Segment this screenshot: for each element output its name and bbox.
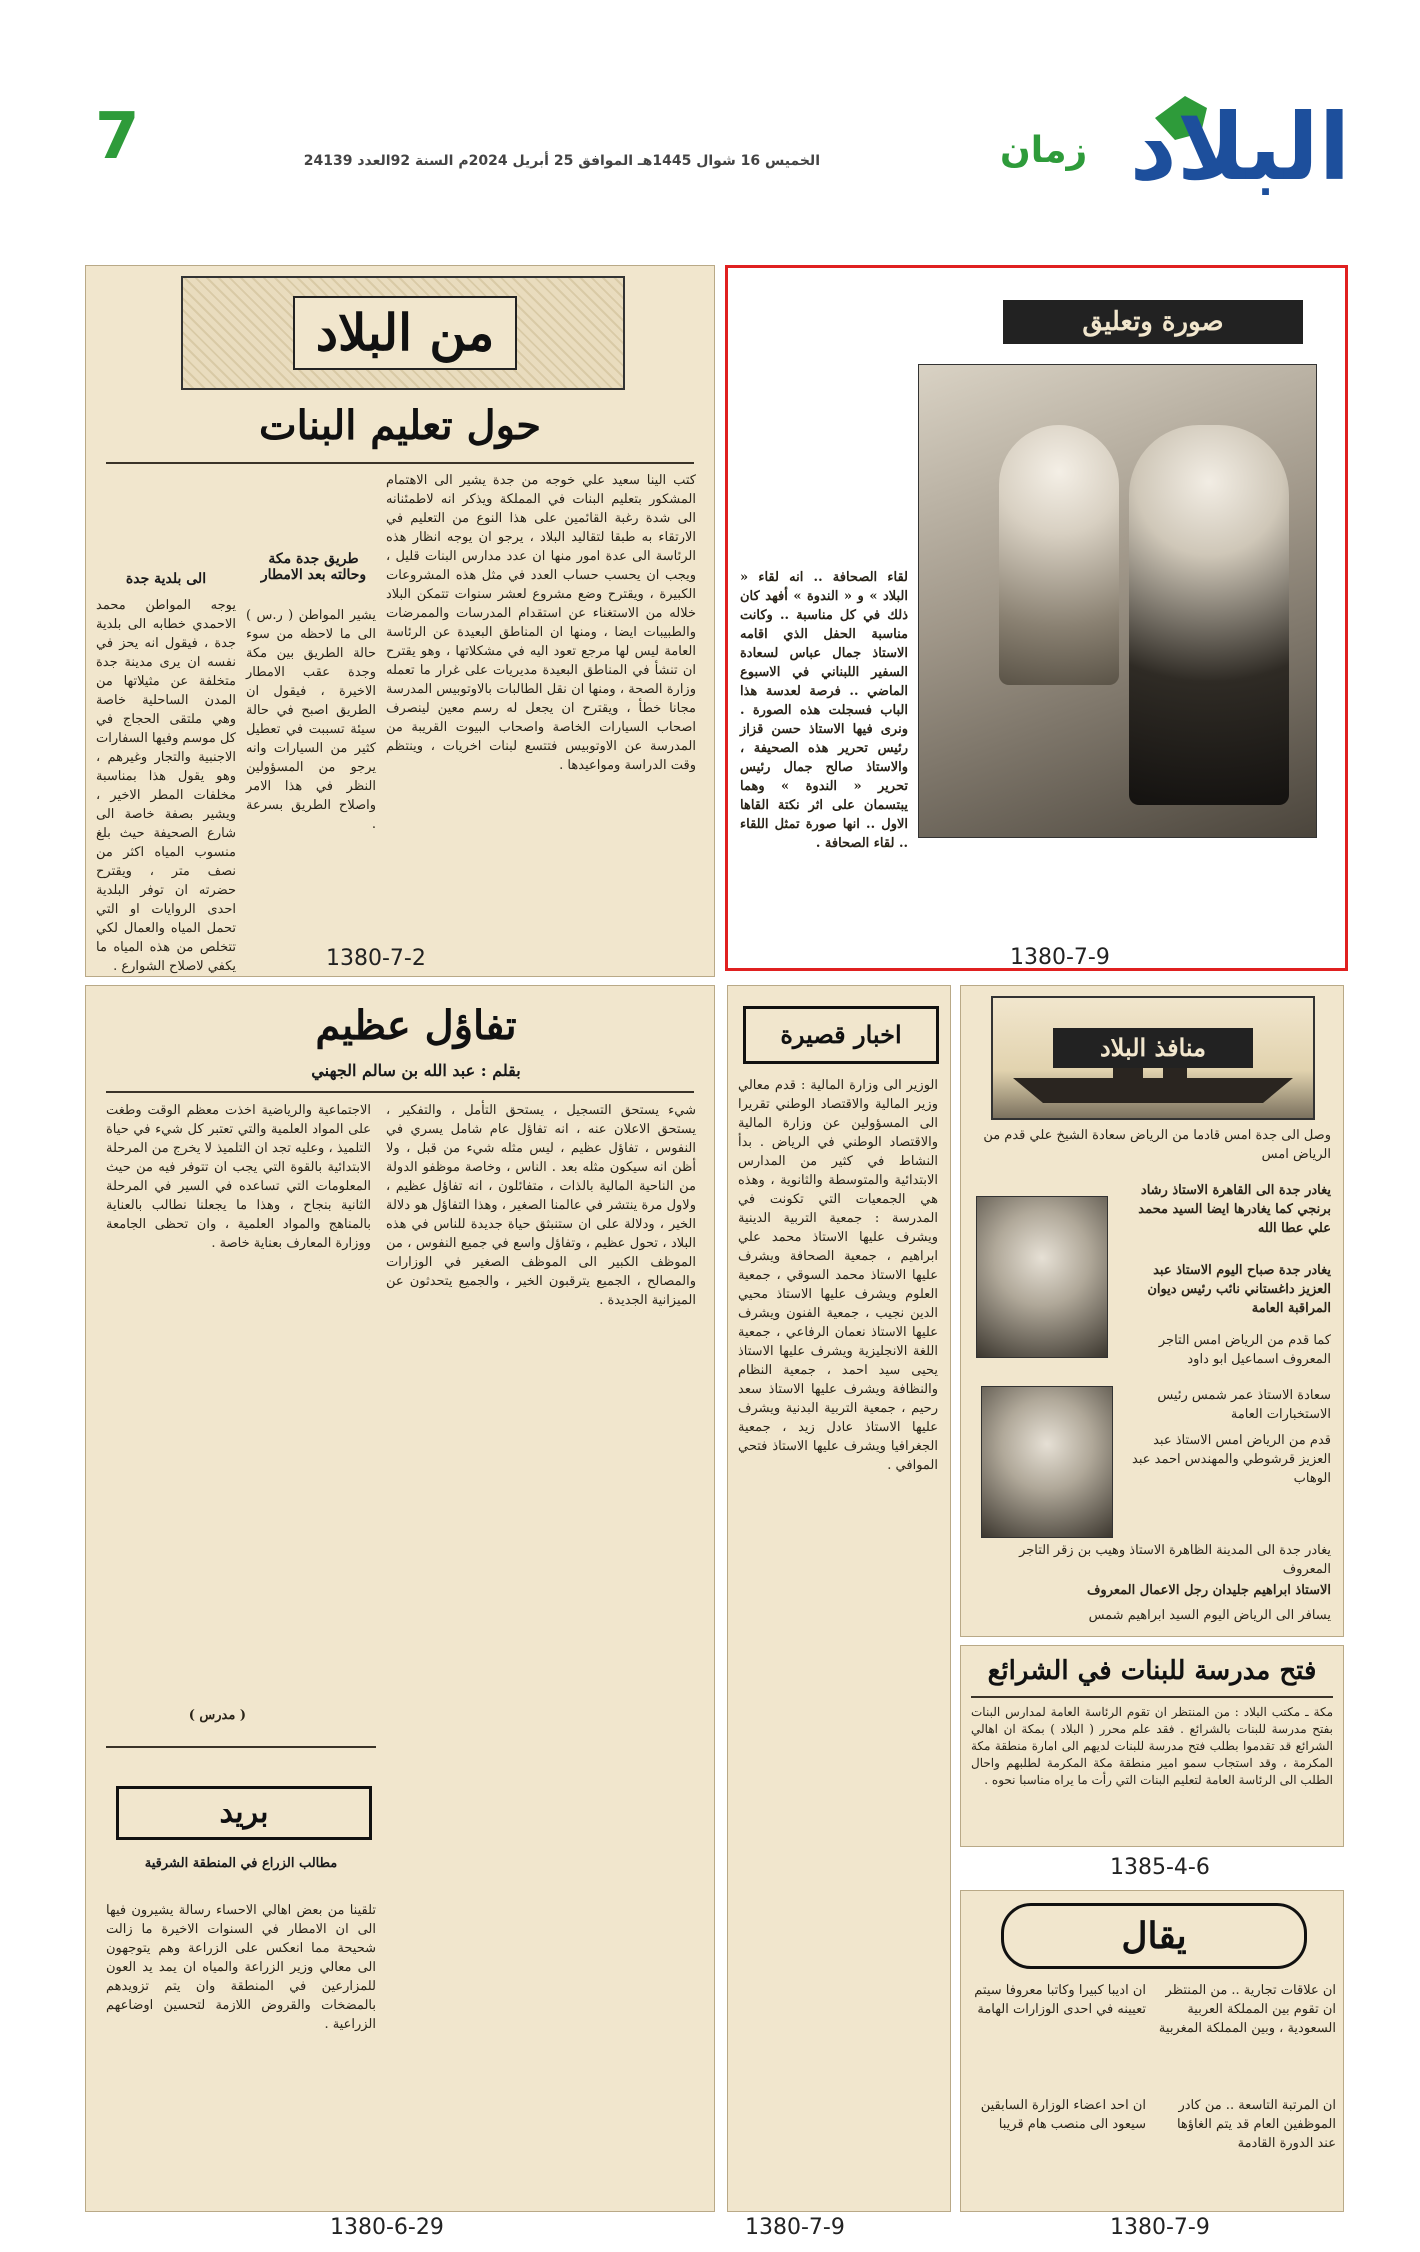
ports-banner-illustration [991,996,1315,1120]
clip-ports [960,985,1344,1637]
clip-sharaie-school [960,1645,1344,1847]
logo-text: البلاد [1129,94,1351,201]
title-rule [106,462,694,464]
ports-item: يسافر الى الرياض اليوم السيد ابراهيم شمس [1088,1608,1331,1623]
photo-caption: لقاء الصحافة .. انه لقاء « البلاد » و « الندوة » أفهد كان ذلك في كل مناسبة .. وكانت مناسبة الحفل الذي اقامه الاستاذ جمال عباس لسعادة السفير اللبناني في الاسبوع الماضي .. فرصة لعدسة هذا الباب فسجلت هذه الصورة . ونرى فيها الاستاذ حسن قزاز رئيس تحرير هذه الصحيفة ، والاستاذ صالح جمال رئيس تحرير « الندوة » وهما يبتسمان على اثر نكتة القاها الاول .. انها صورة تمثل اللقاء .. لقاء الصحافة . [740,570,908,851]
masthead-title: من البلاد [293,296,517,370]
letters-rule [106,1746,376,1748]
article-title: تفاؤل عظيم [315,1002,517,1049]
short-news-banner: اخبار قصيرة [743,1006,939,1064]
said-item: ان اديبا كبيرا وكاتبا معروفا سيتم تعيينه في احدى الوزارات الهامة [974,1983,1146,2017]
ports-item: يغادر جدة صباح اليوم الاستاذ عبد العزيز داغستاني نائب رئيس ديوان المراقبة العامة [1147,1263,1331,1316]
said-banner: يقال [1001,1903,1307,1969]
event-photo [918,364,1317,838]
article-signature: ( مدرس ) [188,1708,246,1723]
short-news-body: الوزير الى وزارة المالية : قدم معالي وزير المالية والاقتصاد الوطني تقريرا الى المسؤولين عن وزارة المالية والاقتصاد الوطني في الرياض . بدأ النشاط في كثير من المدارس الابتدائية والمتوسطة والثانوية ، وهذه هي الجمعيات التي تكونت في المدرسة : جمعية التربية الدينية ويشرف عليها الاستاذ محمد علي ابراهيم ، جمعية الصحافة ويشرف عليها الاستاذ محمد السوقي ، جمعية العلوم ويشرف عليها الاستاذ محيي الدين نجيب ، جمعية الفنون ويشرف عليها الاستاذ نعمان الرفاعي ، جمعية اللغة الانجليزية ويشرف عليها الاستاذ يحيى سيد احمد ، جمعية النظام والنظافة ويشرف عليها الاستاذ سعد رحيم ، جمعية التربية البدنية ويشرف عليها الاستاذ عادل زيد ، جمعية الجغرافيا ويشرف عليها الاستاذ فتحي الموافي . [738,1078,938,1473]
article-title: حول تعليم البنات [259,402,541,449]
ports-item: سعادة الاستاذ عمر شمس رئيس الاستخبارات العامة [1157,1388,1331,1422]
clip-girls-education [85,265,715,977]
masthead-illustration [181,276,625,390]
ports-item: يغادر جدة الى المدينة الظاهرة الاستاذ وهيب بن زقر التاجر المعروف [1019,1543,1331,1577]
article-author: بقلم : عبد الله بن سالم الجهني [311,1061,521,1080]
letters-banner: بريد [116,1786,372,1840]
portrait-photo [981,1386,1113,1538]
ports-item: الاستاذ ابراهيم جليدان رجل الاعمال المعروف [1086,1583,1331,1598]
newspaper-logo [1115,78,1365,208]
date-line: الخميس 16 شوال 1445هـ الموافق 25 أبريل 2024م السنة 92العدد 24139 [303,153,820,169]
said-clip-date: 1380-7-9 [1110,2215,1210,2240]
clip-optimism [85,985,715,2212]
letters-body: تلقينا من بعض اهالي الاحساء رسالة يشيرون فيها الى ان الامطار في السنوات الاخيرة ما زالت شحيحة مما انعكس على الزراعة وهم يتوجهون الى معالي وزير الزراعة والمياه ان يمد يد العون للمزارعين في المنطقة وان يتم تزويدهم بالمضخات والقروض اللازمة لتحسين اوضاعهم الزراعية . [106,1903,376,2032]
said-item: ان المرتبة التاسعة .. من كادر الموظفين العام قد يتم الغاؤها عند الدورة القادمة [1176,2098,1336,2151]
short-news-clip-date: 1380-7-9 [745,2215,845,2240]
subhead-municipality: الى بلدية جدة [125,571,207,587]
ports-item: كما قدم من الرياض امس التاجر المعروف اسماعيل ابو داود [1158,1333,1331,1367]
article-body: مكة ـ مكتب البلاد : من المنتظر ان تقوم الرئاسة العامة لمدارس البنات بفتح مدرسة للبنات بالشرائع . فقد علم محرر ( البلاد ) بمكة ان اهالي الشرائع قد تقدموا بطلب فتح مدرسة للبنات لديهم الى امارة منطقة مكة المكرمة ، وقد استجاب سمو امير منطقة مكة المكرمة لطلبهم واحال الطلب الى الرئاسة العامة لتعليم البنات التي رأت ما يراه مناسبا نحوه . [971,1705,1333,1787]
photo-clip-date: 1380-7-9 [1010,945,1110,970]
photo-banner: صورة وتعليق [1003,300,1303,344]
ports-banner: منافذ البلاد [1053,1028,1253,1068]
said-item: ان علاقات تجارية .. من المنتظر ان تقوم بين المملكة العربية السعودية ، وبين المملكة المغربية [1158,1983,1336,2036]
clip-date: 1380-7-2 [326,946,426,971]
subhead-route: طريق جدة مكة وحالته بعد الامطار [260,551,367,583]
person-right [1129,425,1289,805]
article-body-main: كتب الينا سعيد علي خوجه من جدة يشير الى الاهتمام المشكور بتعليم البنات في المملكة ويذكر انه لاطمئنانه الى شدة رغبة القائمين على هذا النوع من التعليم في الارتقاء به طبقا لتقاليد البلاد ، يرجو ان يوجه انظار هذه الرئاسة الى عدة امور منها ان عدد مدارس البنات قليل ، ويجب ان يحسب حساب العدد في مثل هذه المشروعات الكبيرة ، ويقترح وضع مشروع لعشر سنوات تتمكن البلاد خلاله من الاستغناء عن استقدام المدرسات والممرضات والطبيبات ايضا ، ومنها ان المناطق البعيدة عن الرئاسة العامة ليس لها مرجع تعود اليه في مشكلاتها ، وهو يقترح ان تنشأ في المناطق البعيدة مديريات على غرار ما تعمله وزارة الصحة ، ومنها ان نقل الطالبات بالاوتوبيس المدرسة مجانا خطأ ، ويقترح ان يجعل له رسم معين لينصرف اصحاب السيارات الخاصة واصحاب البيوت القريبة من المدرسة عن الاوتوبيس فتتسع لبنات اخريات ، وينتظم وقت الدراسة ومواعيدها . [386,473,696,773]
section-label: زمان [1000,130,1088,171]
letters-title: مطالب الزراع في المنطقة الشرقية [144,1856,338,1871]
article-body-route: يشير المواطن ( ر.س ) الى ما لاحظه من سوء حالة الطريق بين مكة وجدة عقب الامطار الاخيرة ، فيقول ان الطريق اصبح في حالة سيئة تسببت في تعطيل كثير من السيارات وانه يرجو من المسؤولين النظر في هذا الامر واصلاح الطريق بسرعة . [246,608,376,832]
article-body-right: شيء يستحق التسجيل ، يستحق التأمل ، والتفكير ، يستحق الاعلان عنه ، انه تفاؤل عام شامل يسري في النفوس ، تفاؤل عظيم ، ليس مثله شيء من قبل ، ولا أظن انه سيكون مثله بعد . الناس ، وخاصة موظفو الدولة من الناحية المالية بالذات ، متفائلون ، انه تفاؤل عظيم ، ولاول مرة ينتشر في عالمنا الصغير ، وهذا التفاؤل هو دلالة الخير ، ودلالة على ان ستنبثق حياة جديدة للناس في هذه البلاد ، تحول عظيم ، وتفاؤل واسع في جميع النفوس ، من الموظف الكبير الى الموظف الصغير في الوزارات والمصالح ، الجميع يترقبون الخير ، والجميع يتحدثون عن الميزانية الجديدة . [386,1103,696,1308]
author-rule [106,1091,694,1093]
page-header [0,0,1420,250]
clip-short-news [727,985,951,2212]
said-item: ان احد اعضاء الوزارة السابقين سيعود الى منصب هام قريبا [980,2098,1146,2132]
clip-said [960,1890,1344,2212]
article-body-left: الاجتماعية والرياضية اخذت معظم الوقت وطغت على المواد العلمية والتي تعتبر كل شيء في حياة التلميذ ، وعليه تجد ان التلميذ لا يخرج من المرحلة الابتدائية بالقوة التي يجب ان تتوفر فيه من حيث المعلومات التي تساعده في السير في المرحلة الثانية بنجاح ، وهذا ما يجعلنا نطالب بالعناية بالمناهج والمواد العلمية ، وان تحظى الجامعة ووزارة المعارف بعناية خاصة . [106,1103,371,1251]
portrait-photo [976,1196,1108,1358]
ports-item: قدم من الرياض امس الاستاذ عبد العزيز قرشوطي والمهندس احمد عبد الوهاب [1132,1433,1331,1486]
title-rule [971,1696,1333,1698]
sharaie-clip-date: 1385-4-6 [1110,1855,1210,1880]
optimism-clip-date: 1380-6-29 [330,2215,444,2240]
page-number: 7 [95,100,140,174]
ports-item: وصل الى جدة امس قادما من الرياض سعادة الشيخ علي قدم من الرياض امس [983,1128,1331,1162]
clip-photo-caption [725,265,1348,971]
article-body-municipality: يوجه المواطن محمد الاحمدي خطابه الى بلدية جدة ، فيقول انه يحز في نفسه ان يرى مدينة جدة متخلفة عن مثيلاتها من المدن الساحلية خاصة وهي ملتقى الحجاج في كل موسم وفيها السفارات الاجنبية والتجار وغيرهم ، وهو يقول هذا بمناسبة مخلفات المطر الاخير ، ويشير بصفة خاصة الى شارع الصحيفة حيث بلغ منسوب المياه اكثر من نصف متر ، ويقترح حضرته ان توفر البلدية احدى الروايات او التي تحمل المياه والعمال لكي تتخلص من هذه المياه ما يكفي لاصلاح الشوارع . [96,598,236,974]
ports-item: يغادر جدة الى القاهرة الاستاذ رشاد برنجي كما يغادرها ايضا السيد محمد علي عطا الله [1138,1183,1331,1236]
person-left [999,425,1119,685]
article-title: فتح مدرسة للبنات في الشرائع [987,1656,1317,1686]
